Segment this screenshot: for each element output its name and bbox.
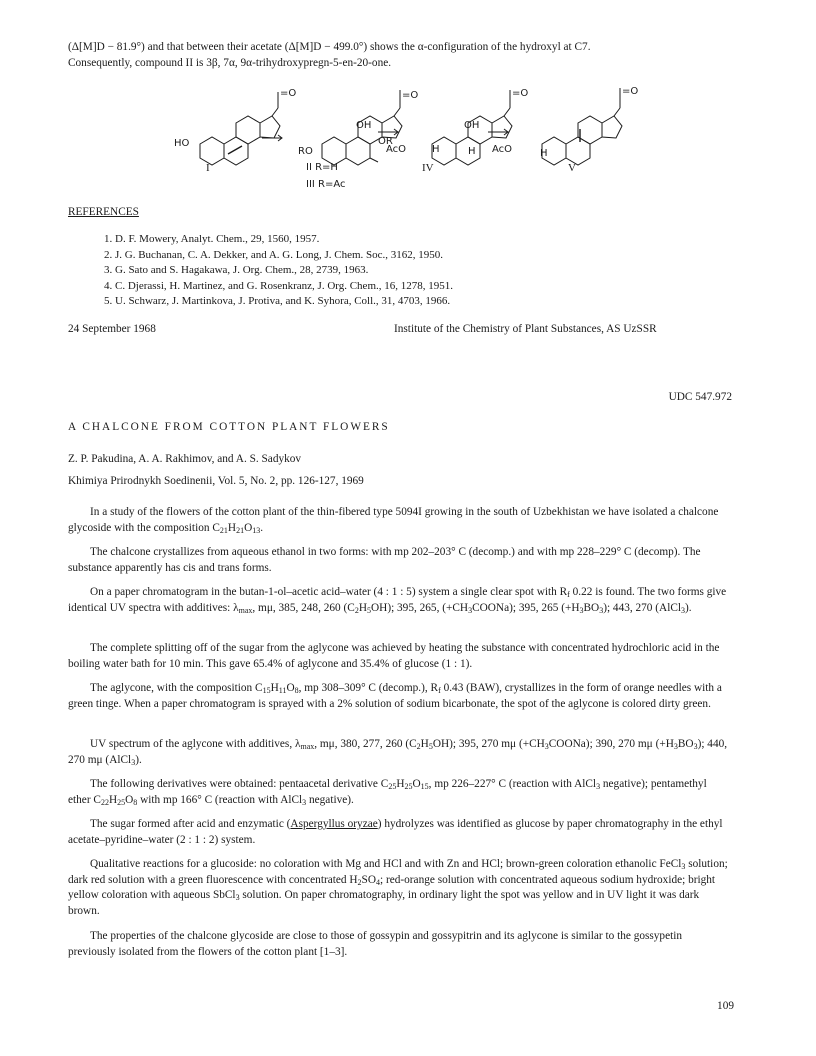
reference-item: 1. D. F. Mowery, Analyt. Chem., 29, 1560, 1957. [104,233,320,245]
paragraph-1: In a study of the flowers of the cotton plant of the thin-fibered type 5094I growing in the south of Uzbekhistan we have isolated a chalcone glycoside with the composition $C_{21}H_{21}O_{13}$. [68,506,719,535]
paragraph-9: Qualitative reactions for a glucoside: no coloration with Mg and HCl and with Zn and HCl; brown-green coloration ethanolic FeCl$_3$ solution; dark red solution with a green fluorescence with concentrated $H_2SO_4$; red-orange solution with concentrated aqueous sodium hydroxide; bright yellow coloration with aqueous SbCl$_3$ solution. On paper chromatography, in ordinary light the spot was yellow and in UV light it was dark brown. [68,858,728,917]
group-keto-4: =O [622,86,639,97]
intro-line-2: Consequently, compound II is 3β, 7α, 9α-trihydroxypregn-5-en-20-one. [68,56,392,69]
references-list [104,232,453,310]
intro-text [68,40,732,71]
compound-label-iv: IV [422,162,434,174]
reference-item: 3. G. Sato and S. Hagakawa, J. Org. Chem., 28, 2739, 1963. [104,264,369,276]
group-h-2: H [468,146,476,157]
paragraph-2: The chalcone crystallizes from aqueous ethanol in two forms: with mp 202–203° C (decomp.) and with mp 228–229° C (decomp). The substance apparently has cis and trans forms. [68,546,701,574]
chemical-scheme [150,82,670,197]
udc-code: UDC 547.972 [668,391,732,403]
group-oh-2: OH [464,120,480,131]
compound-label-ii: II R=H [306,162,338,173]
group-keto-2: =O [402,90,419,101]
group-aco-1: AcO [386,144,407,155]
paragraph-10: The properties of the chalcone glycoside are close to those of gossypin and gossypitrin and its aglycone is similar to the gossypetin previously isolated from the flowers of the cotton plant [1–3]. [68,930,683,958]
page-number: 109 [717,1000,734,1012]
group-keto-3: =O [512,88,529,99]
compound-label-iii: III R=Ac [306,179,346,190]
compound-label-i: I [206,162,210,174]
paragraph-7: The following derivatives were obtained: pentaacetal derivative $C_{25}H_{25}O_{15}$, mp 226–227° C (reaction with AlCl$_3$ negative); pentamethyl ether $C_{22}H_{25}O_8$ with mp 166° C (reaction with AlCl$_3$ negative). [68,778,707,807]
group-ro: RO [298,146,313,157]
group-oh-1: OH [356,120,372,131]
paragraph-6: UV spectrum of the aglycone with additives, $\lambda_{max}$, mμ, 380, 277, 260 $(C_2H_5OH)$; 395, 270 mμ $(+CH_3COONa)$; 390, 270 mμ $(+H_3BO_3)$; 440, 270 mμ (AlCl$_3$). [68,738,728,767]
references-heading: REFERENCES [68,206,139,218]
reference-item: 4. C. Djerassi, H. Martinez, and G. Rosenkranz, J. Org. Chem., 16, 1278, 1951. [104,279,453,292]
compound-label-v: V [568,162,576,174]
group-keto-1: =O [280,88,297,99]
group-h-1: H [432,144,440,155]
paragraph-8: The sugar formed after acid and enzymatic (Aspergyllus oryzae) hydrolyzes was identified as glucose by paper chromatography in the ethyl acetate–pyridine–water (2 : 1 : 2) system. [68,818,723,846]
paragraph-5: The aglycone, with the composition $C_{15}H_{11}O_8$, mp 308–309° C (decomp.), $R_f$ 0.43 (BAW), crystallizes in the form of orange needles with a green tinge. When a paper chromatogram is sprayed with a 2% solution of sodium bicarbonate, the spot of the aglycone is colored dirty green. [68,682,722,710]
reference-item: 5. U. Schwarz, J. Martinkova, J. Protiva, and K. Syhora, Coll., 31, 4703, 1966. [104,295,451,307]
paragraph-4: The complete splitting off of the sugar from the aglycone was achieved by heating the substance with concentrated hydrochloric acid in the boiling water bath for 10 min. This gave 65.4% of aglycone and 35.4% of glucose (1 : 1). [68,642,720,670]
received-date: 24 September 1968 [68,323,156,335]
group-or: OR [378,136,393,147]
article-authors: Z. P. Pakudina, A. A. Rakhimov, and A. S. Sadykov [68,453,302,465]
group-h-3: H [540,148,548,159]
paragraph-3: On a paper chromatogram in the butan-1-ol–acetic acid–water (4 : 1 : 5) system a single clear spot with $R_f$ 0.22 is found. The two forms give identical UV spectra with additives: $\lambda_{max}$, mμ, 385, 248, 260 $(C_2H_5OH)$; 395, 265, $(+CH_3COONa)$; 395, 265 $(+H_3BO_3)$; 443, 270 (AlCl$_3$). [68,586,727,615]
reference-item: 2. J. G. Buchanan, C. A. Dekker, and A. G. Long, J. Chem. Soc., 3162, 1950. [104,248,444,261]
group-aco-2: AcO [492,144,513,155]
article-source: Khimiya Prirodnykh Soedinenii, Vol. 5, No. 2, pp. 126-127, 1969 [68,475,364,487]
institute-name: Institute of the Chemistry of Plant Substances, AS UzSSR [394,323,657,335]
intro-line-1: (Δ[M]D − 81.9°) and that between their acetate (Δ[M]D − 499.0°) shows the α-configuration of the hydroxyl at C7. [68,41,591,53]
article-title: A CHALCONE FROM COTTON PLANT FLOWERS [68,421,390,433]
group-ho: HO [174,138,190,149]
